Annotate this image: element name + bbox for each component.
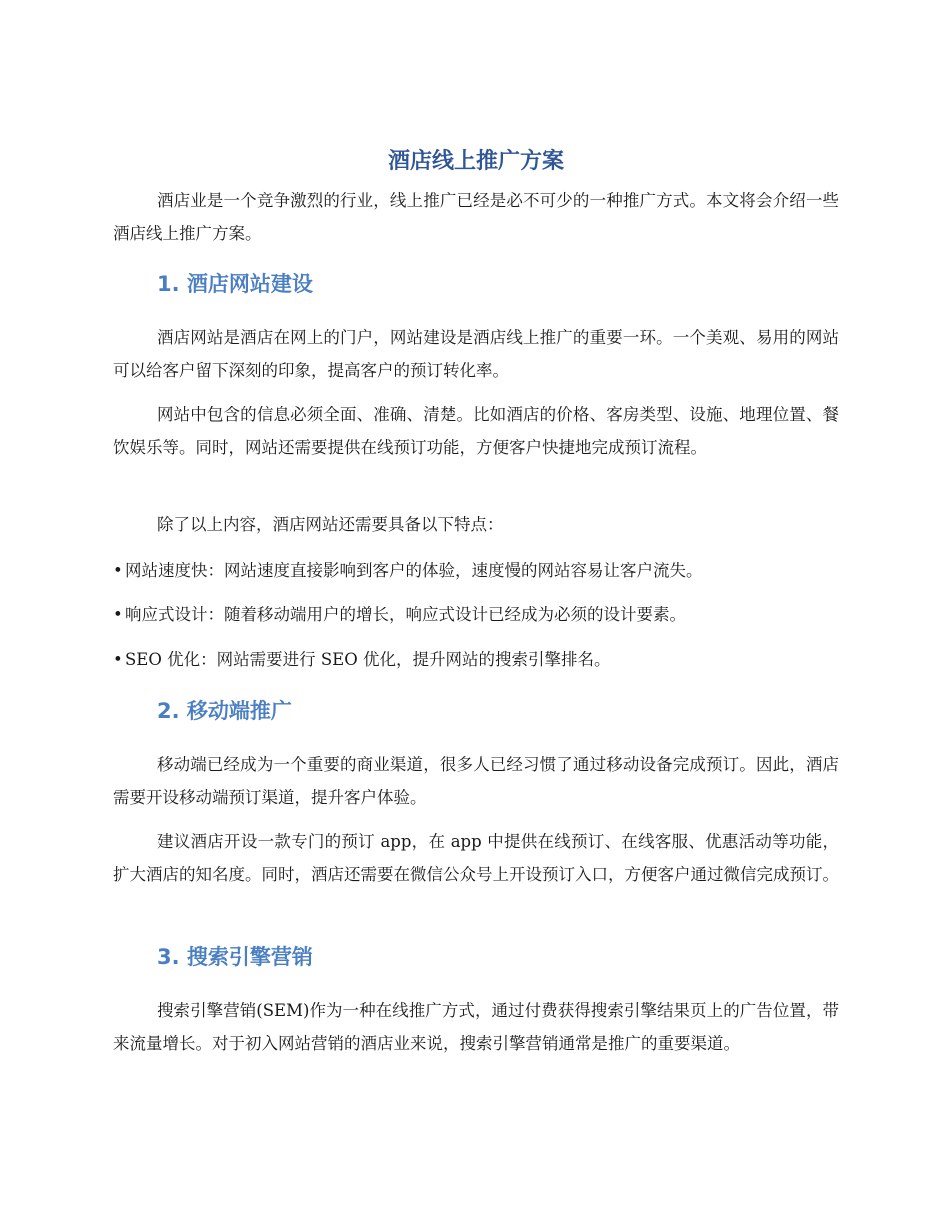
section-paragraph: 除了以上内容，酒店网站还需要具备以下特点： bbox=[157, 515, 504, 534]
section-paragraph: 搜索引擎营销(SEM)作为一种在线推广方式，通过付费获得搜索引擎结果页上的广告位置，带来流量增长。对于初入网站营销的酒店业来说，搜索引擎营销通常是推广的重要渠道。 bbox=[113, 1001, 839, 1053]
bullet-item bbox=[113, 643, 839, 676]
section-heading-website: 1. 酒店网站建设 bbox=[157, 272, 313, 296]
section-heading-sem: 3. 搜索引擎营销 bbox=[157, 945, 313, 969]
bullet-symbol: • bbox=[113, 650, 123, 669]
bullet-item bbox=[113, 554, 839, 587]
bullet-symbol: • bbox=[113, 605, 123, 624]
bullet-item bbox=[113, 598, 839, 631]
bullet-text: 网站速度快：网站速度直接影响到客户的体验，速度慢的网站容易让客户流失。 bbox=[125, 561, 703, 580]
intro-paragraph: 酒店业是一个竞争激烈的行业，线上推广已经是必不可少的一种推广方式。本文将会介绍一些酒店线上推广方案。 bbox=[113, 191, 839, 243]
section-paragraph: 移动端已经成为一个重要的商业渠道，很多人已经习惯了通过移动设备完成预订。因此，酒店需要开设移动端预订渠道，提升客户体验。 bbox=[113, 755, 839, 807]
bullet-text: SEO 优化：网站需要进行 SEO 优化，提升网站的搜索引擎排名。 bbox=[125, 650, 611, 669]
section-paragraph: 酒店网站是酒店在网上的门户，网站建设是酒店线上推广的重要一环。一个美观、易用的网站可以给客户留下深刻的印象，提高客户的预订转化率。 bbox=[113, 328, 839, 380]
section-paragraph: 建议酒店开设一款专门的预订 app，在 app 中提供在线预订、在线客服、优惠活动等功能，扩大酒店的知名度。同时，酒店还需要在微信公众号上开设预订入口，方便客户通过微信完成预订。 bbox=[113, 832, 839, 884]
section-heading-mobile: 2. 移动端推广 bbox=[157, 699, 292, 723]
bullet-text: 响应式设计：随着移动端用户的增长，响应式设计已经成为必须的设计要素。 bbox=[125, 605, 686, 624]
bullet-symbol: • bbox=[113, 561, 123, 580]
section-paragraph: 网站中包含的信息必须全面、准确、清楚。比如酒店的价格、客房类型、设施、地理位置、餐饮娱乐等。同时，网站还需要提供在线预订功能，方便客户快捷地完成预订流程。 bbox=[113, 405, 839, 457]
document-title: 酒店线上推广方案 bbox=[387, 149, 564, 174]
